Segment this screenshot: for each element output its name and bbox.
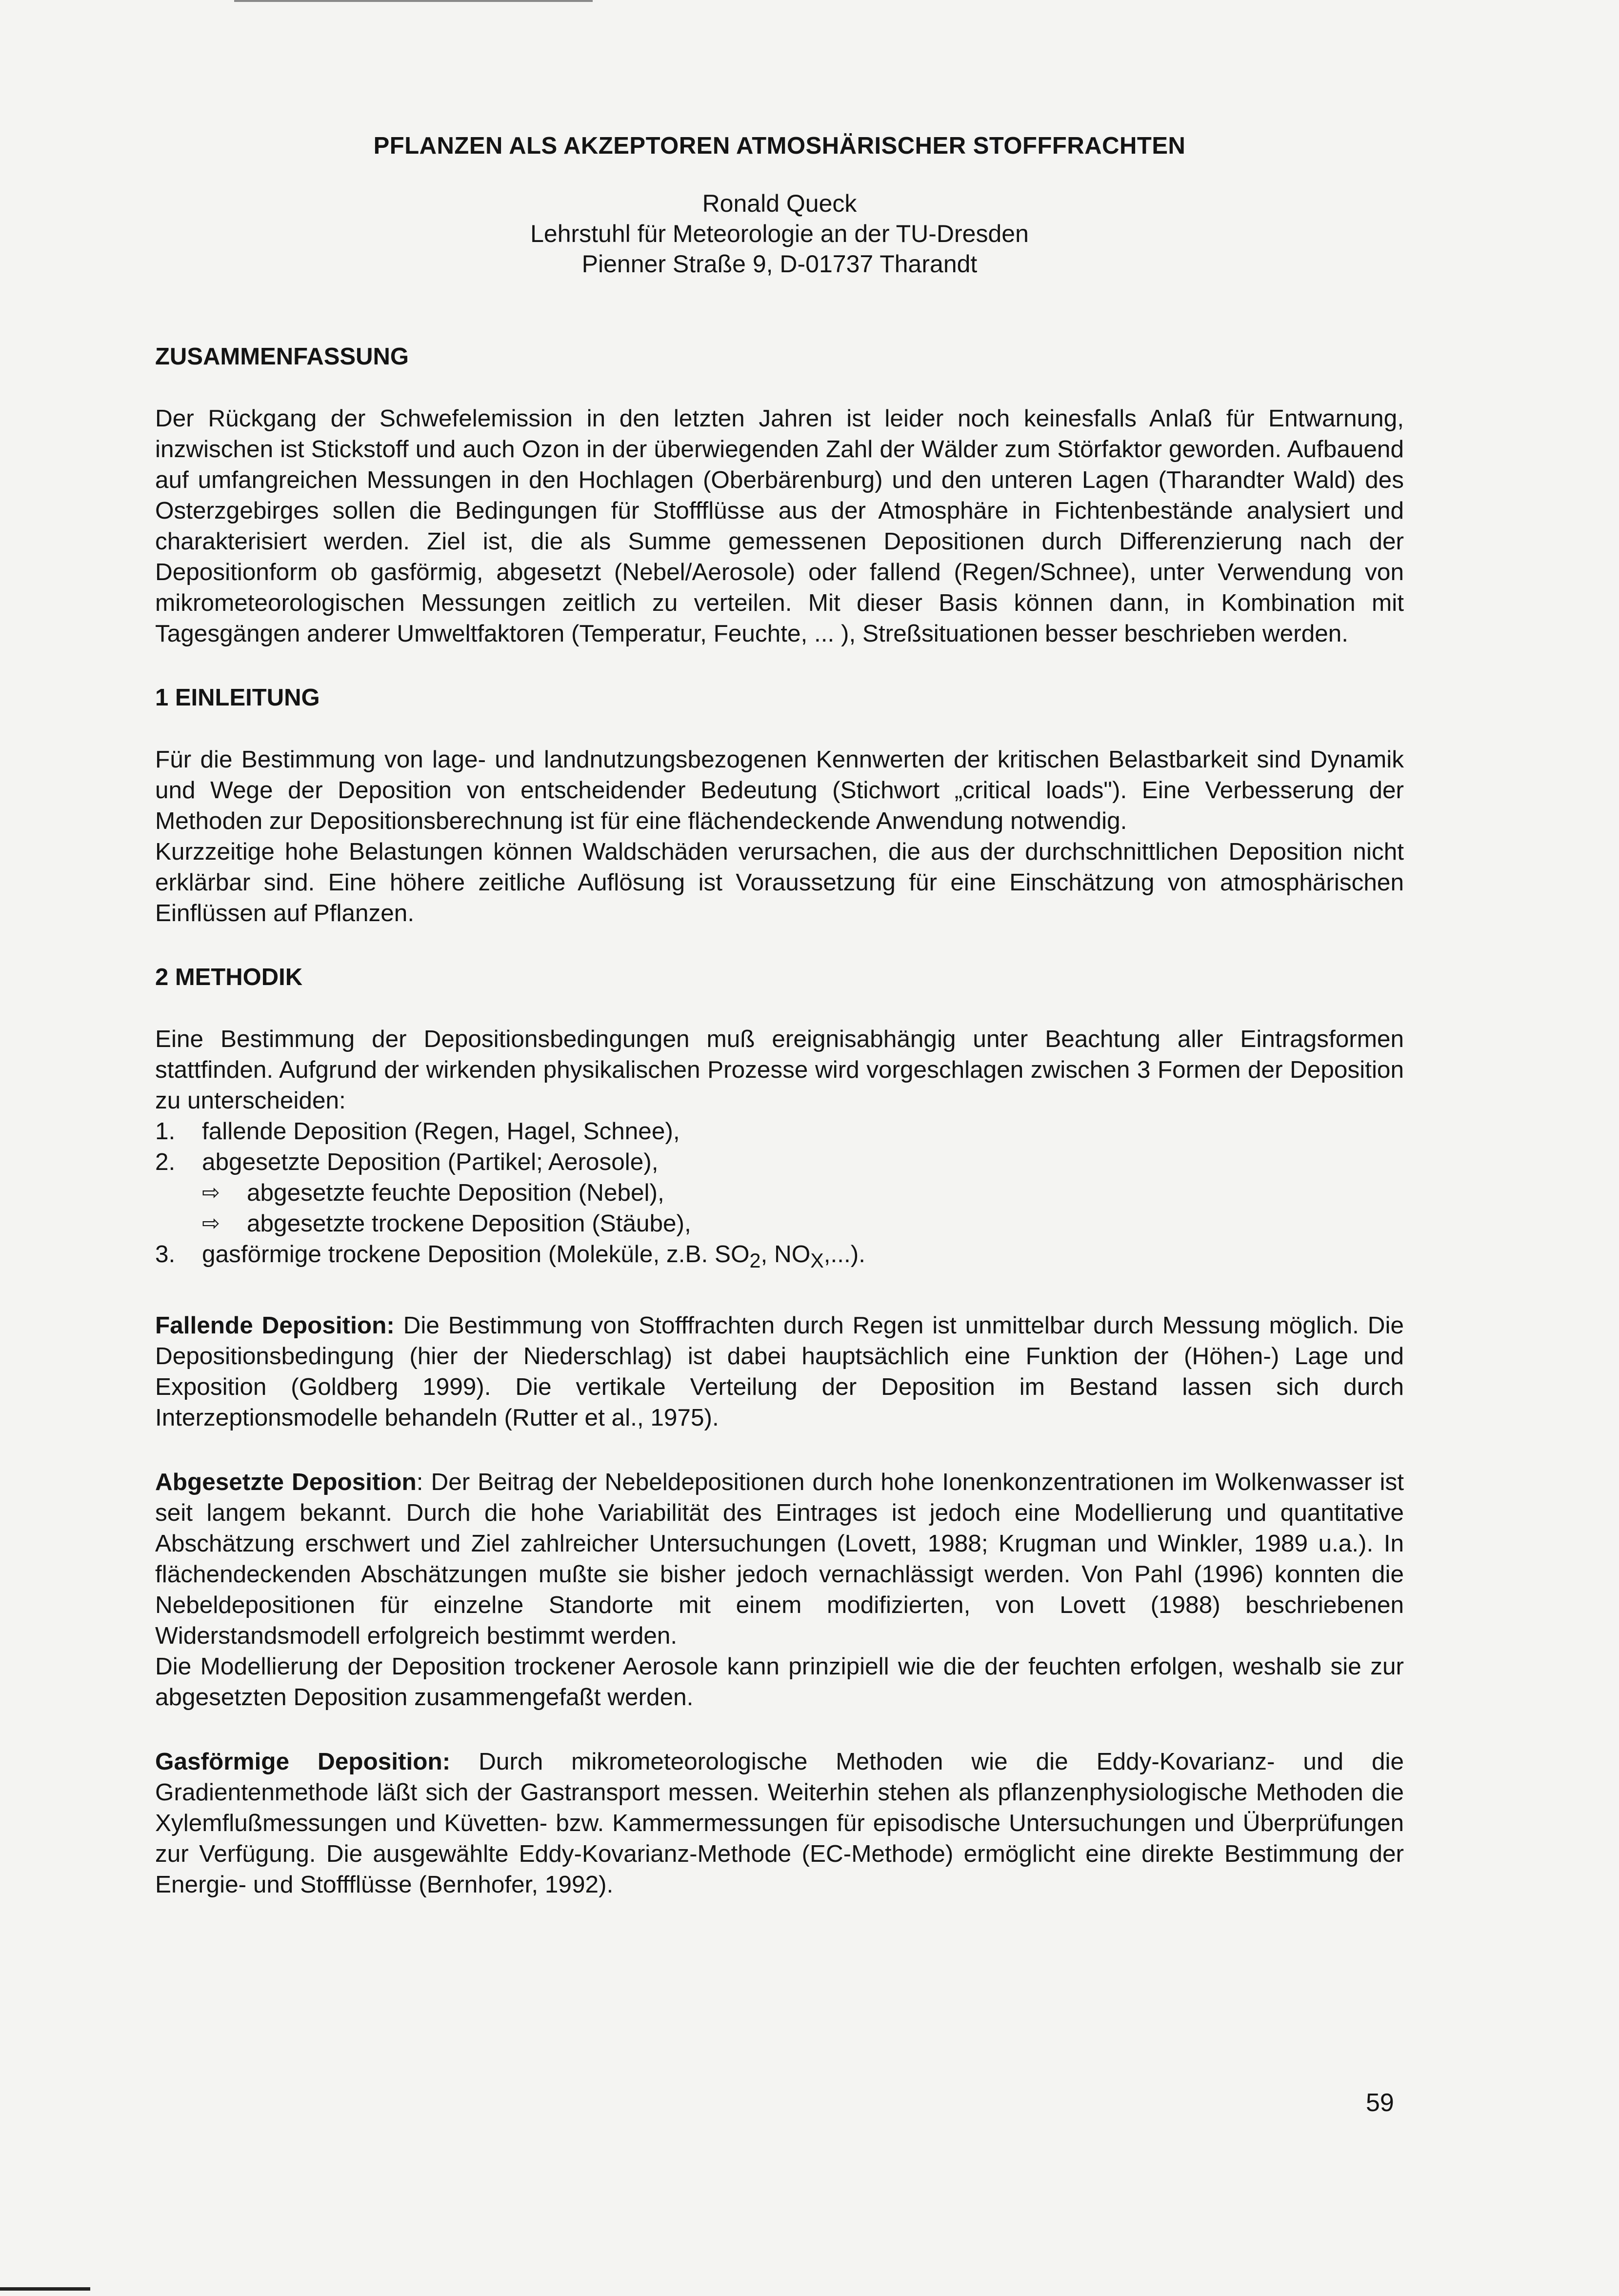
gaseous-deposition-paragraph: Gasförmige Deposition: Durch mikrometeorologische Methoden wie die Eddy-Kovarianz- und die Gradientenmethode läßt sich der Gastransport messen. Weiterhin stehen als pflanzenphysiologische Methoden die Xylemflußmessungen und Küvetten- bzw. Kammermessungen für episodische Untersuchungen und Überprüfungen zur Verfügung. Die ausgewählte Eddy-Kovarianz-Methode (EC-Methode) ermöglicht eine direkte Bestimmung der Energie- und Stoffflüsse (Bernhofer, 1992). [155,1748,1404,1898]
deposition-list [155,1116,1404,1276]
list-text: abgesetzte Deposition (Partikel; Aerosole), [202,1148,659,1175]
method-heading: 2 METHODIK [155,964,303,990]
list-item [155,1239,1404,1276]
page-number: 59 [1366,2089,1394,2117]
sub-list-item [155,1177,1404,1208]
list-number: 2. [155,1148,176,1175]
intro-paragraph-2: Kurzzeitige hohe Belastungen können Waldschäden verursachen, die aus der durchschnittlichen Deposition nicht erklärbar sind. Eine höhere zeitliche Auflösung ist Voraussetzung für eine Einschätzung von atmosphärischen Einflüssen auf Pflanzen. [155,838,1404,926]
scan-edge-top [234,0,593,2]
falling-deposition-paragraph: Fallende Deposition: Die Bestimmung von Stofffrachten durch Regen ist unmittelbar durch Messung möglich. Die Depositionsbedingung (hier der Niederschlag) ist dabei hauptsächlich eine Funktion der (Höhen-) Lage und Exposition (Goldberg 1999). Die vertikale Verteilung der Deposition im Bestand lassen sich durch Interzeptionsmodelle behandeln (Rutter et al., 1975). [155,1311,1404,1431]
intro-paragraph-1: Für die Bestimmung von lage- und landnutzungsbezogenen Kennwerten der kritischen Belastbarkeit sind Dynamik und Wege der Deposition von entscheidender Bedeutung (Stichwort „critical loads"). Eine Verbesserung der Methoden zur Depositionsberechnung ist für eine flächendeckende Anwendung notwendig. [155,746,1404,834]
settled-deposition-paragraph-2: Die Modellierung der Deposition trockener Aerosole kann prinzipiell wie die der feuchten erfolgen, weshalb sie zur abgesetzten Deposition zusammengefaßt werden. [155,1652,1404,1711]
method-intro: Eine Bestimmung der Depositionsbedingungen muß ereignisabhängig unter Beachtung aller Eintragsformen stattfinden. Aufgrund der wirkenden physikalischen Prozesse wird vorgeschlagen zwischen 3 Formen der Deposition zu unterscheiden: [155,1026,1404,1114]
scan-edge-bottom [0,2287,90,2291]
list-text: abgesetzte feuchte Deposition (Nebel), [247,1179,664,1206]
settled-deposition-lead: Abgesetzte Deposition [155,1468,417,1495]
list-text: abgesetzte trockene Deposition (Stäube), [247,1210,691,1237]
arrow-icon: ⇨ [202,1211,220,1235]
falling-deposition-lead: Fallende Deposition: [155,1311,395,1339]
abstract-text: Der Rückgang der Schwefelemission in den letzten Jahren ist leider noch keinesfalls Anlaß für Entwarnung, inzwischen ist Stickstoff und auch Ozon in der überwiegenden Zahl der Wälder zum Störfaktor geworden. Aufbauend auf umfangreichen Messungen in den Hochlagen (Oberbärenburg) und den unteren Lagen (Tharandter Wald) des Osterzgebirges sollen die Bedingungen für Stoffflüsse aus der Atmosphäre in Fichtenbestände analysiert und charakterisiert werden. Ziel ist, die als Summe gemessenen Depositionen durch Differenzierung nach der Depositionform ob gasförmig, abgesetzt (Nebel/Aerosole) oder fallend (Regen/Schnee), unter Verwendung von mikrometeorologischen Messungen zeitlich zu verteilen. Mit dieser Basis können dann, in Kombination mit Tagesgängen anderer Umweltfaktoren (Temperatur, Feuchte, ... ), Streßsituationen besser beschrieben werden. [155,405,1404,647]
list-number: 3. [155,1241,176,1268]
paper-title: PFLANZEN ALS AKZEPTOREN ATMOSHÄRISCHER STOFFFRACHTEN [373,133,1186,159]
settled-deposition-paragraph: Abgesetzte Deposition: Der Beitrag der Nebeldepositionen durch hohe Ionenkonzentrationen im Wolkenwasser ist seit langem bekannt. Durch die hohe Variabilität des Eintrages ist jedoch eine Modellierung und quantitative Abschätzung erschwert und Ziel zahlreicher Untersuchungen (Lovett, 1988; Krugman und Winkler, 1989 u.a.). In flächendeckenden Abschätzungen mußte sie bisher jedoch vernachlässigt werden. Von Pahl (1996) konnten die Nebeldepositionen für einzelne Standorte mit einem modifizierten, von Lovett (1988) beschriebenen Widerstandsmodell erfolgreich bestimmt werden. [155,1468,1404,1649]
arrow-icon: ⇨ [202,1181,220,1205]
author-affiliation: Lehrstuhl für Meteorologie an der TU-Dresden [530,220,1029,247]
abstract-heading: ZUSAMMENFASSUNG [155,343,409,370]
author-address: Pienner Straße 9, D-01737 Tharandt [581,250,978,278]
author-block [155,188,1404,279]
list-text: gasförmige trockene Deposition (Moleküle, z.B. $SO_2$, $NO_X$,...). [202,1241,865,1272]
list-item [155,1147,1404,1177]
list-text: fallende Deposition (Regen, Hagel, Schnee), [202,1118,680,1145]
paper-page [155,131,1404,1900]
sub-list-item [155,1208,1404,1239]
gaseous-deposition-lead: Gasförmige Deposition: [155,1748,451,1775]
intro-heading: 1 EINLEITUNG [155,685,320,711]
list-number: 1. [155,1118,176,1145]
list-item [155,1116,1404,1147]
author-name: Ronald Queck [702,190,857,217]
